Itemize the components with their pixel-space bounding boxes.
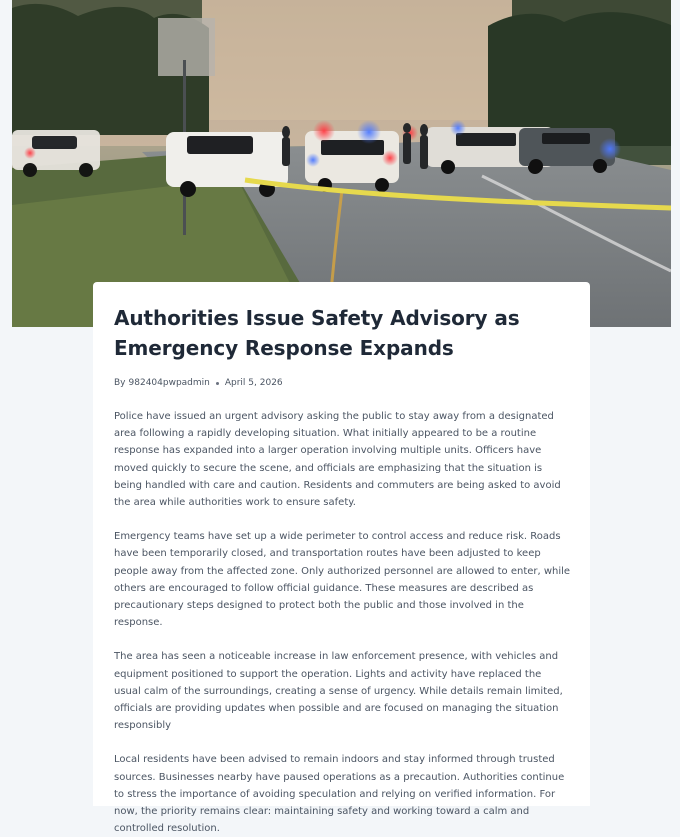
author-prefix: By [114,378,126,388]
publish-date: April 5, 2026 [224,378,283,388]
author-link[interactable]: 982404pwpadmin [128,378,210,388]
article-card [93,282,590,835]
article-title: Authorities Issue Safety Advisory as Emergency Response Expands [114,306,520,360]
article-paragraph-2: Emergency teams have set up a wide perimeter to control access and reduce risk. Roads have been temporarily closed, and transportation routes have been adjusted to keep people away from the affected zone. Only authorized personnel are allowed to enter, while others are encouraged to follow official guidance. These measures are described as precautionary steps designed to protect both the public and those involved in the response. [114,531,571,629]
article-paragraph-4: Local residents have been advised to remain indoors and stay informed through trusted sources. Businesses nearby have paused operations as a precaution. Authorities continue to stress the importance of avoiding speculation and relying on verified information. For now, the priority remains clear: maintaining safety and working toward a calm and controlled resolution. [114,754,565,835]
article-meta [114,375,570,391]
article-body [114,408,570,837]
hero-image [12,0,671,327]
meta-separator-dot [216,382,219,385]
article-paragraph-1: Police have issued an urgent advisory asking the public to stay away from a designated area following a rapidly developing situation. What initially appeared to be a routine response has expanded into a larger operation involving multiple units. Officers have moved quickly to secure the scene, and officials are emphasizing that the situation is being handled with care and caution. Residents and commuters are being asked to avoid the area while authorities work to ensure safety. [114,411,561,509]
article-paragraph-3: The area has seen a noticeable increase in law enforcement presence, with vehicles and equipment positioned to support the operation. Lights and activity have replaced the usual calm of the surroundings, creating a sense of urgency. While details remain limited, officials are providing updates when possible and are focused on managing the situation responsibly [114,651,563,732]
